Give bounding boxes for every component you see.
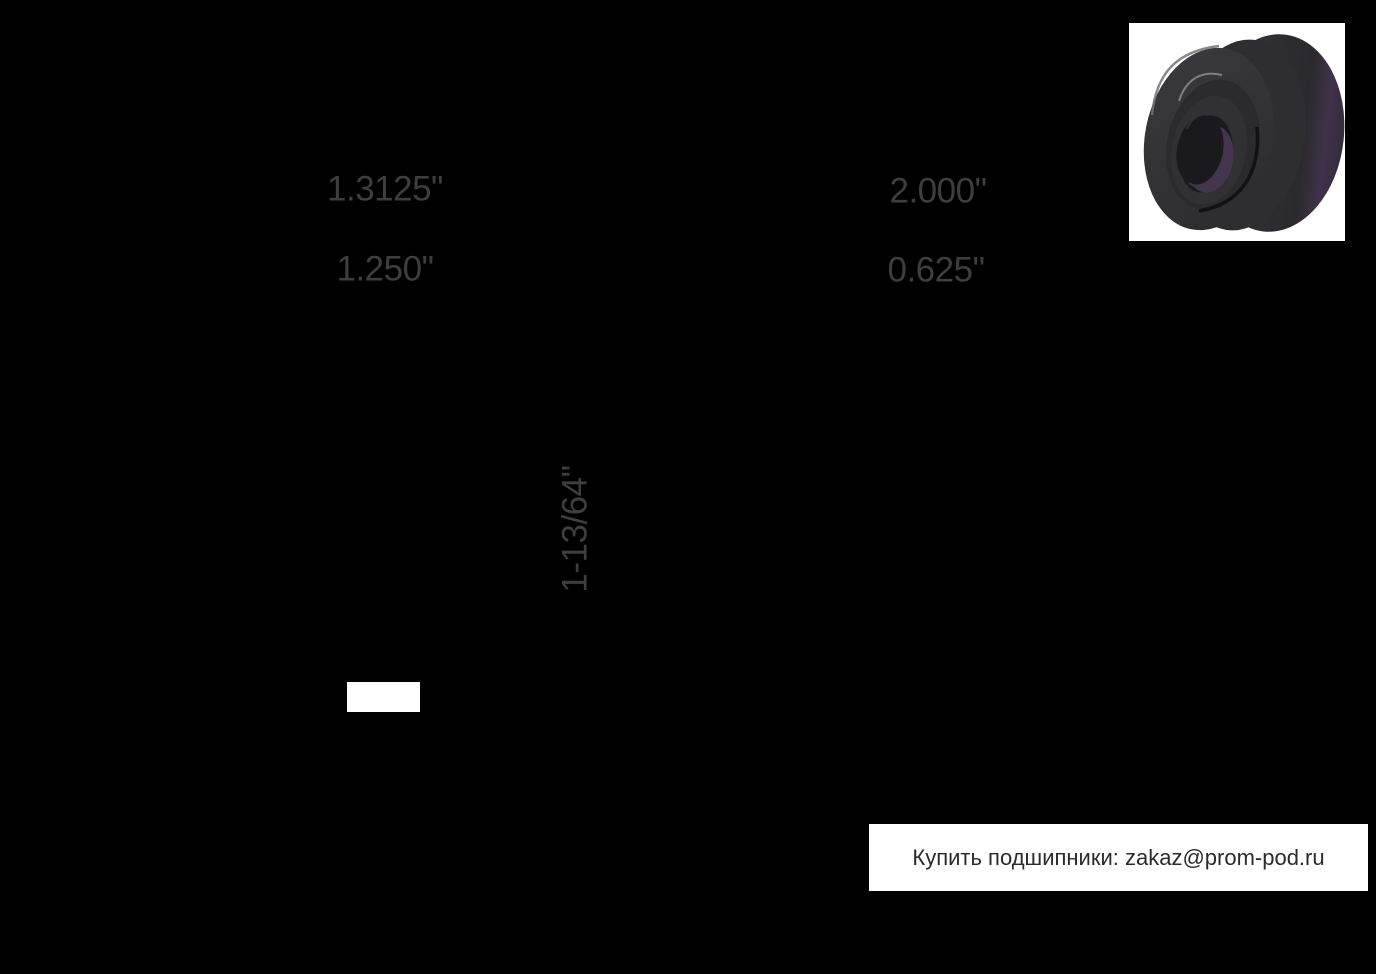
- dimension-label-bore-diameter: 0.625": [887, 250, 985, 290]
- dimension-label-roller-width-vertical: 1-13/64": [555, 465, 595, 593]
- dimension-label-overall-width: 1.3125": [327, 169, 443, 209]
- dimension-label-inner-ring-width: 1.250": [336, 249, 434, 289]
- contact-banner-text: Купить подшипники: zakaz@prom-pod.ru: [912, 844, 1325, 870]
- product-photo: [1129, 23, 1345, 241]
- bearing-3d-render-image: [1129, 23, 1345, 241]
- contact-banner: [869, 824, 1368, 891]
- blank-dimension-box: [347, 682, 420, 712]
- dimension-label-outer-diameter: 2.000": [889, 171, 987, 211]
